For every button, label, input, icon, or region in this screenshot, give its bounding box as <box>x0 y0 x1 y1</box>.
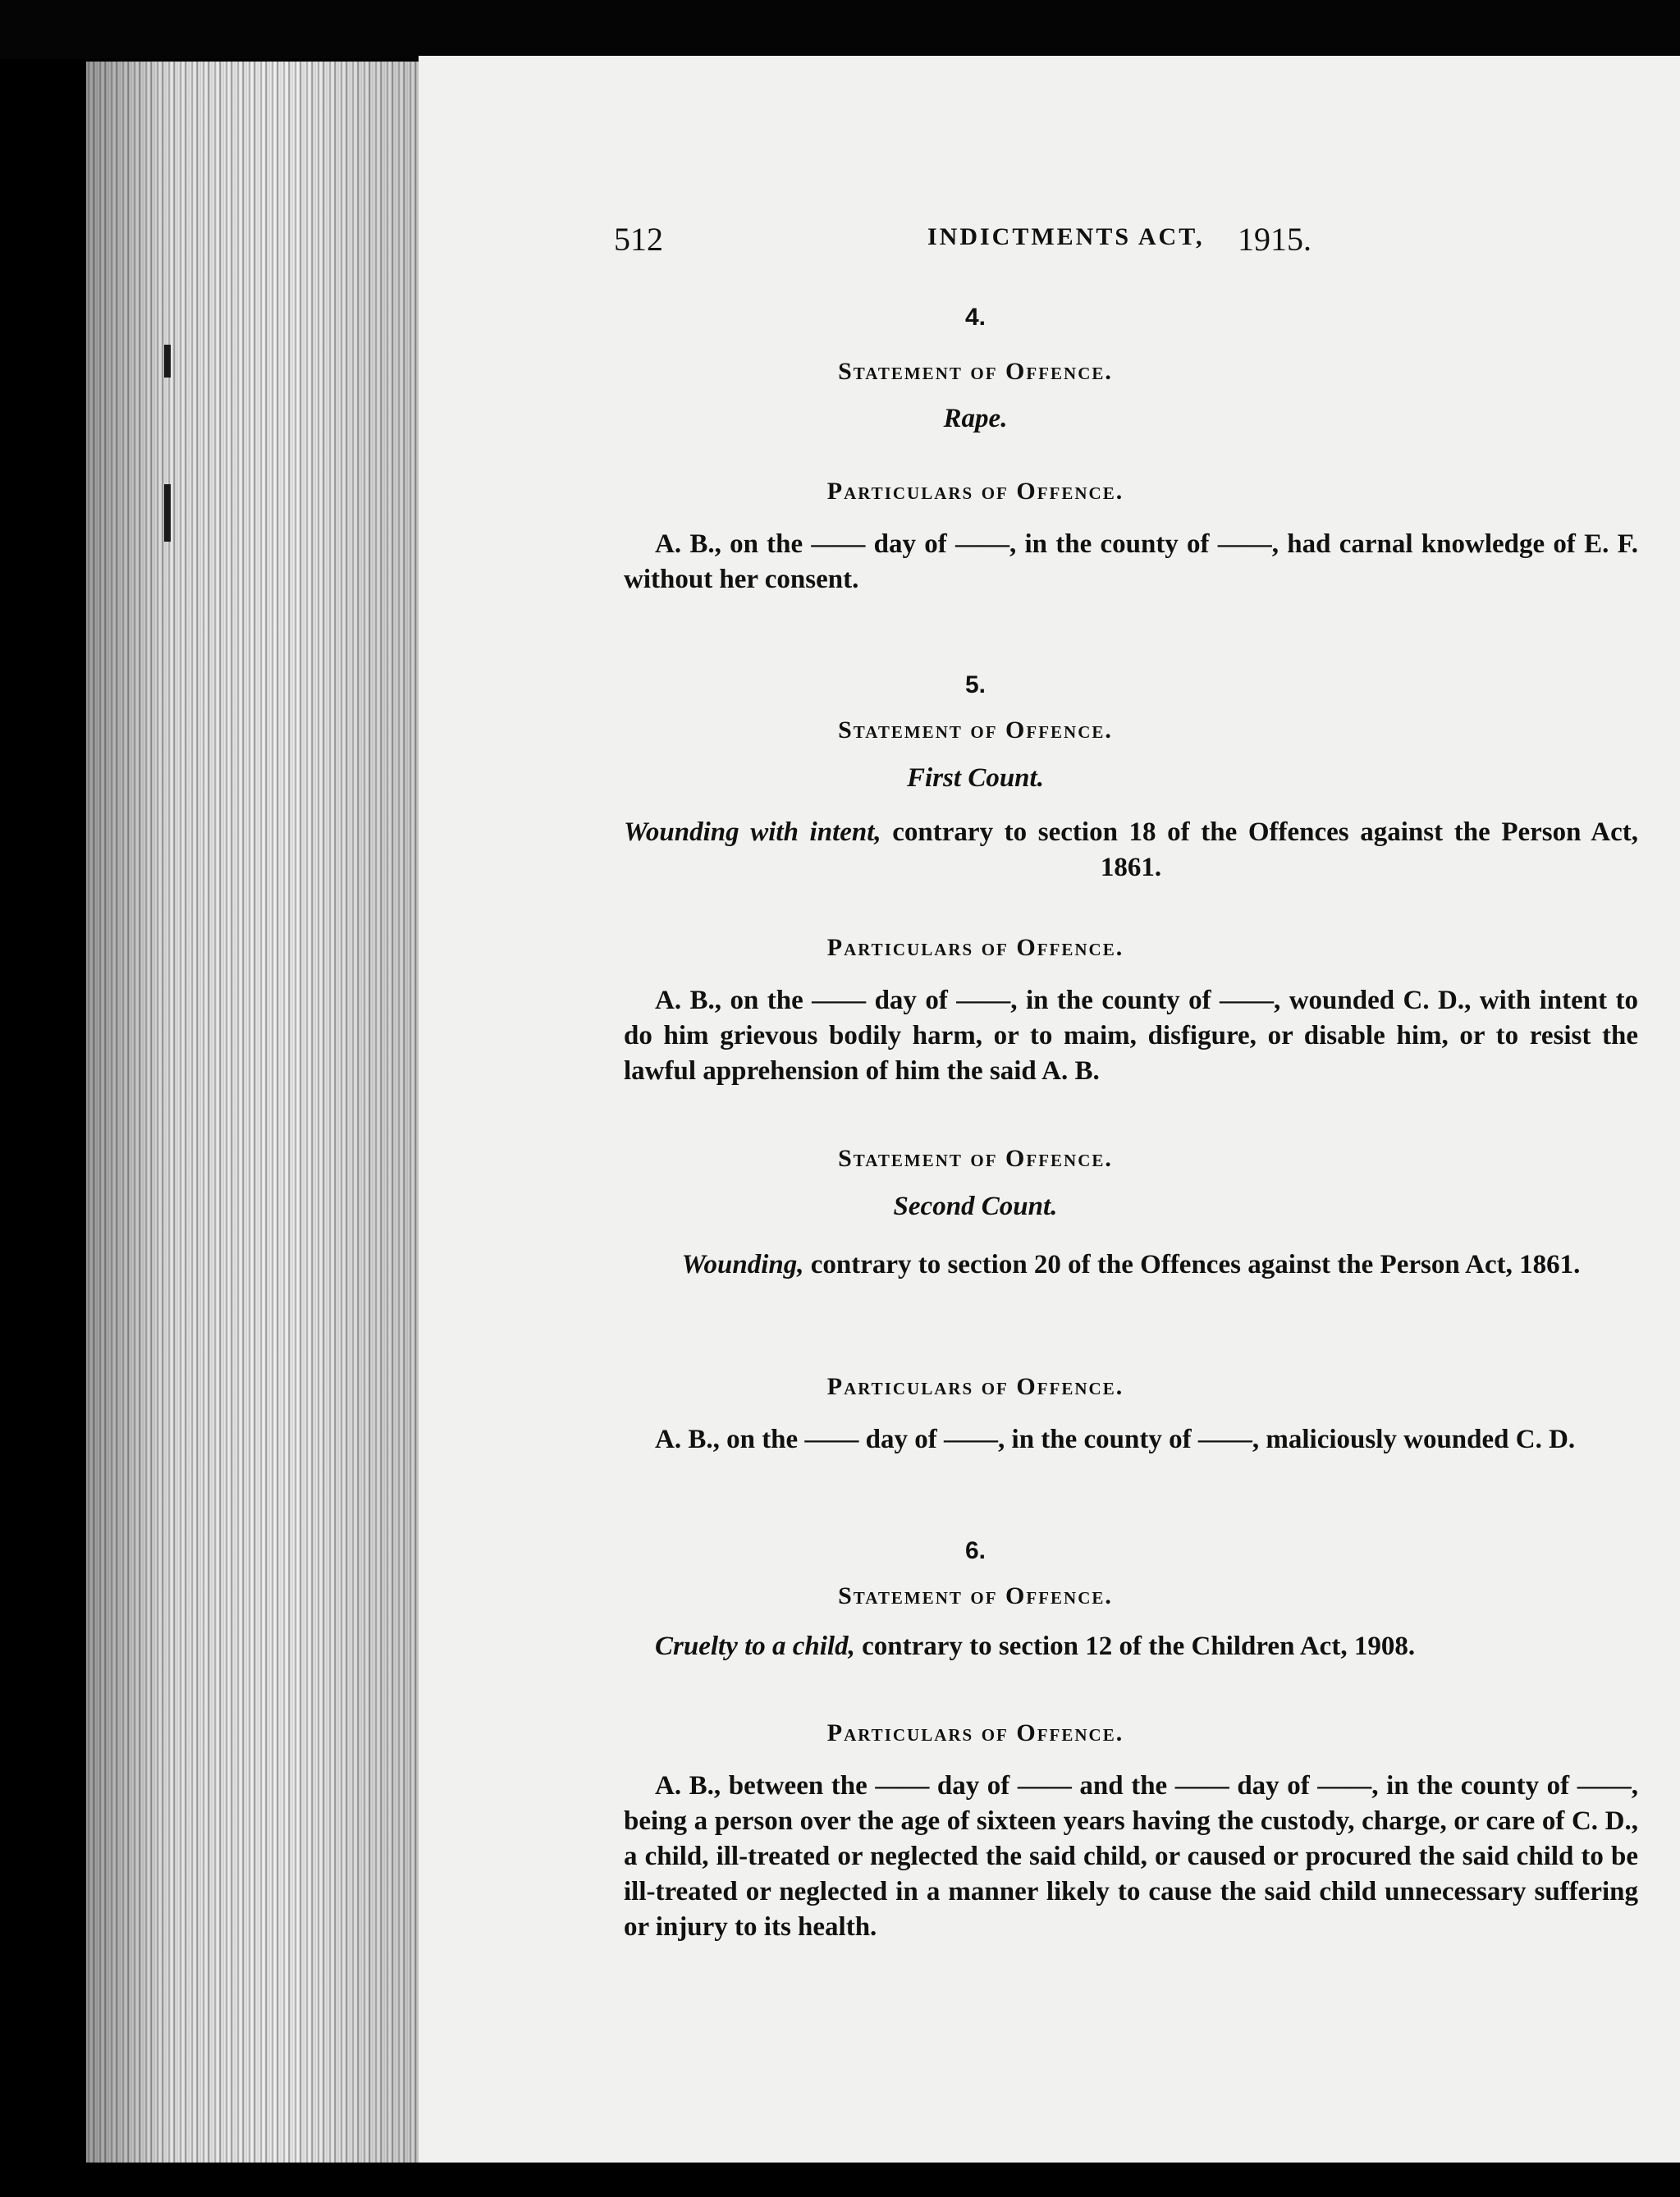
running-title-year: 1915. <box>1238 221 1311 258</box>
particulars-heading: Particulars of Offence. <box>826 478 1124 505</box>
offence-statute: contrary to section 20 of the Offences against the Person Act, 1861. <box>803 1250 1581 1279</box>
section-number: 6. <box>964 1537 986 1564</box>
scan-top-border <box>0 0 1680 59</box>
particulars-text: A. B., on the —— day of ——, in the county of ——, wounded C. D., with intent to do him grievous bodily harm, or to maim, disfigure, or disable him, or to resist the lawful apprehension of him the said A. B. <box>624 986 1638 1086</box>
particulars-text: A. B., between the —— day of —— and the —— day of ——, in the county of ——, being a person over the age of sixteen years having the custody, charge, or care of C. D., a child, ill-treated or neglected the said child, or caused or procured the said child to be ill-treated or neglected in a manner likely to cause the said child unnecessary suffering or injury to its health. <box>624 1771 1638 1942</box>
offence-statute: contrary to section 18 of the Offences against the Person Act, 1861. <box>881 817 1638 882</box>
particulars-heading: Particulars of Offence. <box>826 1373 1124 1400</box>
offence-statute: contrary to section 12 of the Children Act, 1908. <box>854 1632 1416 1661</box>
statement-heading: Statement of Offence. <box>838 716 1113 744</box>
offence-description <box>624 815 1638 886</box>
statement-heading: Statement of Offence. <box>838 358 1113 385</box>
page-number: 512 <box>614 221 663 258</box>
statement-heading: Statement of Offence. <box>838 1145 1113 1172</box>
particulars-heading: Particulars of Offence. <box>826 934 1124 961</box>
offence-name: Wounding with intent, <box>624 817 881 847</box>
section-number: 4. <box>964 304 986 331</box>
particulars-text: A. B., on the —— day of ——, in the county of ——, maliciously wounded C. D. <box>655 1425 1576 1454</box>
count-title: First Count. <box>907 763 1044 793</box>
offence-description <box>624 1629 1638 1664</box>
offence-name: Wounding, <box>681 1250 804 1279</box>
offence-description <box>624 1247 1638 1283</box>
statement-heading: Statement of Offence. <box>838 1582 1113 1609</box>
offence-name: Cruelty to a child, <box>655 1632 855 1661</box>
particulars-text: A. B., on the —— day of ——, in the county of ——, had carnal knowledge of E. F. without her consent. <box>624 529 1638 594</box>
count-title: Second Count. <box>893 1192 1058 1221</box>
section-number: 5. <box>964 671 986 698</box>
running-title: INDICTMENTS ACT, <box>927 223 1205 250</box>
scan-bottom-border <box>0 2163 1680 2197</box>
offence-title: Rape. <box>943 404 1008 433</box>
particulars-heading: Particulars of Offence. <box>826 1719 1124 1746</box>
